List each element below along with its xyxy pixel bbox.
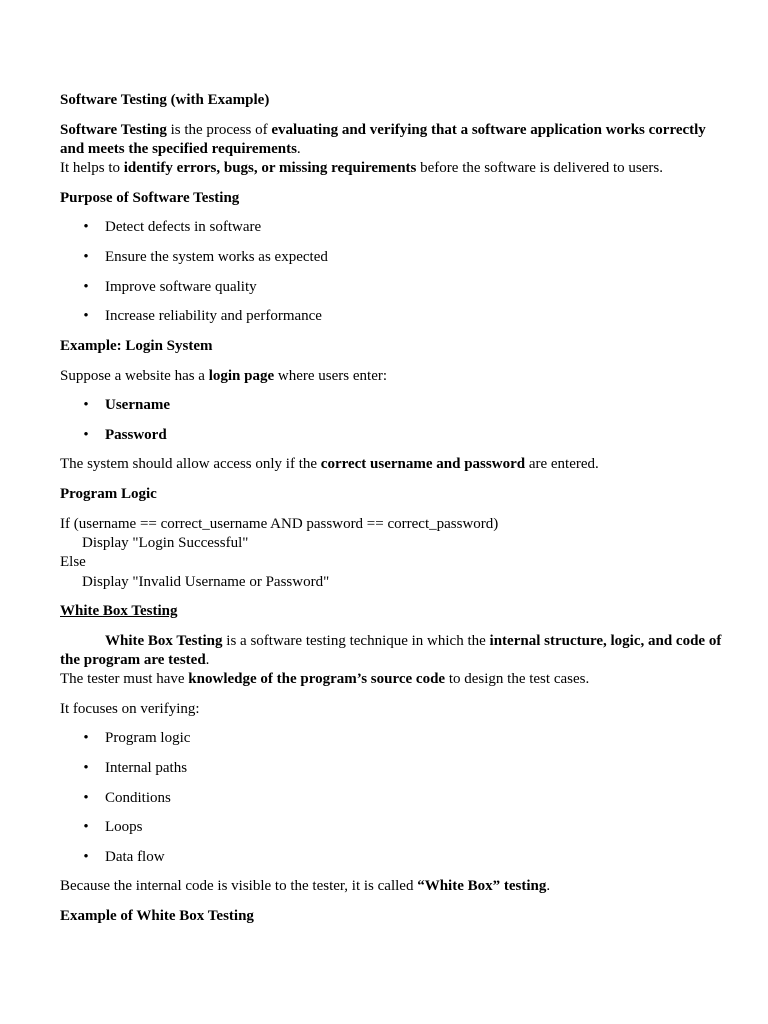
intro-text-2: . <box>296 141 301 157</box>
because-text-1: Because the internal code is visible to the tester, it is called <box>60 878 418 894</box>
logic-heading: Program Logic <box>60 486 157 502</box>
focus-item: Conditions <box>105 790 171 806</box>
logic-line: If (username == correct_username AND password == correct_password) <box>60 516 499 532</box>
bullet-icon: • <box>83 279 89 295</box>
intro-paragraph <box>60 121 730 178</box>
whitebox-heading: White Box Testing <box>60 603 178 619</box>
bullet-icon: • <box>83 730 89 746</box>
focus-line: It focuses on verifying: <box>60 701 200 717</box>
example-bold-1: login page <box>208 368 275 384</box>
field-item: Username <box>105 397 170 413</box>
example-text-1: Suppose a website has a <box>60 368 209 384</box>
bullet-icon: • <box>83 249 89 265</box>
bullet-icon: • <box>83 849 89 865</box>
purpose-item: Ensure the system works as expected <box>105 249 328 265</box>
bullet-icon: • <box>83 397 89 413</box>
whitebox-line3-text-2: to design the test cases. <box>445 671 590 687</box>
logic-line: Else <box>60 554 86 570</box>
access-text-2: are entered. <box>525 456 599 472</box>
access-paragraph <box>60 455 730 474</box>
example-intro <box>60 367 730 386</box>
bullet-icon: • <box>83 819 89 835</box>
bullet-icon: • <box>83 308 89 324</box>
whitebox-line3-bold: knowledge of the program’s source code <box>188 671 446 687</box>
intro-line2-text-1: It helps to <box>60 160 124 176</box>
intro-line2-bold: identify errors, bugs, or missing requirements <box>123 160 417 176</box>
access-text-1: The system should allow access only if the <box>60 456 321 472</box>
bullet-icon: • <box>83 790 89 806</box>
focus-item: Data flow <box>105 849 165 865</box>
intro-line2-text-2: before the software is delivered to users. <box>416 160 663 176</box>
purpose-item: Increase reliability and performance <box>105 308 322 324</box>
whitebox-example-heading: Example of White Box Testing <box>60 908 254 924</box>
bullet-icon: • <box>83 427 89 443</box>
field-item: Password <box>105 427 167 443</box>
because-bold: “White Box” testing <box>417 878 547 894</box>
whitebox-definition <box>60 632 730 689</box>
focus-item: Loops <box>105 819 143 835</box>
bullet-icon: • <box>83 219 89 235</box>
logic-line: Display "Login Successful" <box>82 535 249 551</box>
purpose-item: Detect defects in software <box>105 219 262 235</box>
whitebox-bold-1a: internal structure, logic, and code of <box>489 633 722 649</box>
example-heading: Example: Login System <box>60 338 213 354</box>
purpose-item: Improve software quality <box>105 279 257 295</box>
whitebox-line3-text-1: The tester must have <box>60 671 189 687</box>
focus-item: Internal paths <box>105 760 188 776</box>
intro-term: Software Testing <box>60 122 167 138</box>
because-text-2: . <box>546 878 551 894</box>
access-bold: correct username and password <box>320 456 526 472</box>
whitebox-bold-1b: the program are tested <box>60 652 206 668</box>
purpose-heading: Purpose of Software Testing <box>60 190 240 206</box>
logic-line: Display "Invalid Username or Password" <box>82 574 330 590</box>
document-title: Software Testing (with Example) <box>60 92 270 108</box>
whitebox-term: White Box Testing <box>105 633 223 649</box>
focus-item: Program logic <box>105 730 191 746</box>
bullet-icon: • <box>83 760 89 776</box>
intro-bold-1: evaluating and verifying that a software application works correctly and meets the specified requirements <box>60 122 706 157</box>
whitebox-text-2: . <box>205 652 210 668</box>
example-text-2: where users enter: <box>274 368 388 384</box>
intro-text-1: is the process of <box>166 122 272 138</box>
because-paragraph <box>60 877 730 896</box>
whitebox-text-1: is a software testing technique in which the <box>222 633 490 649</box>
